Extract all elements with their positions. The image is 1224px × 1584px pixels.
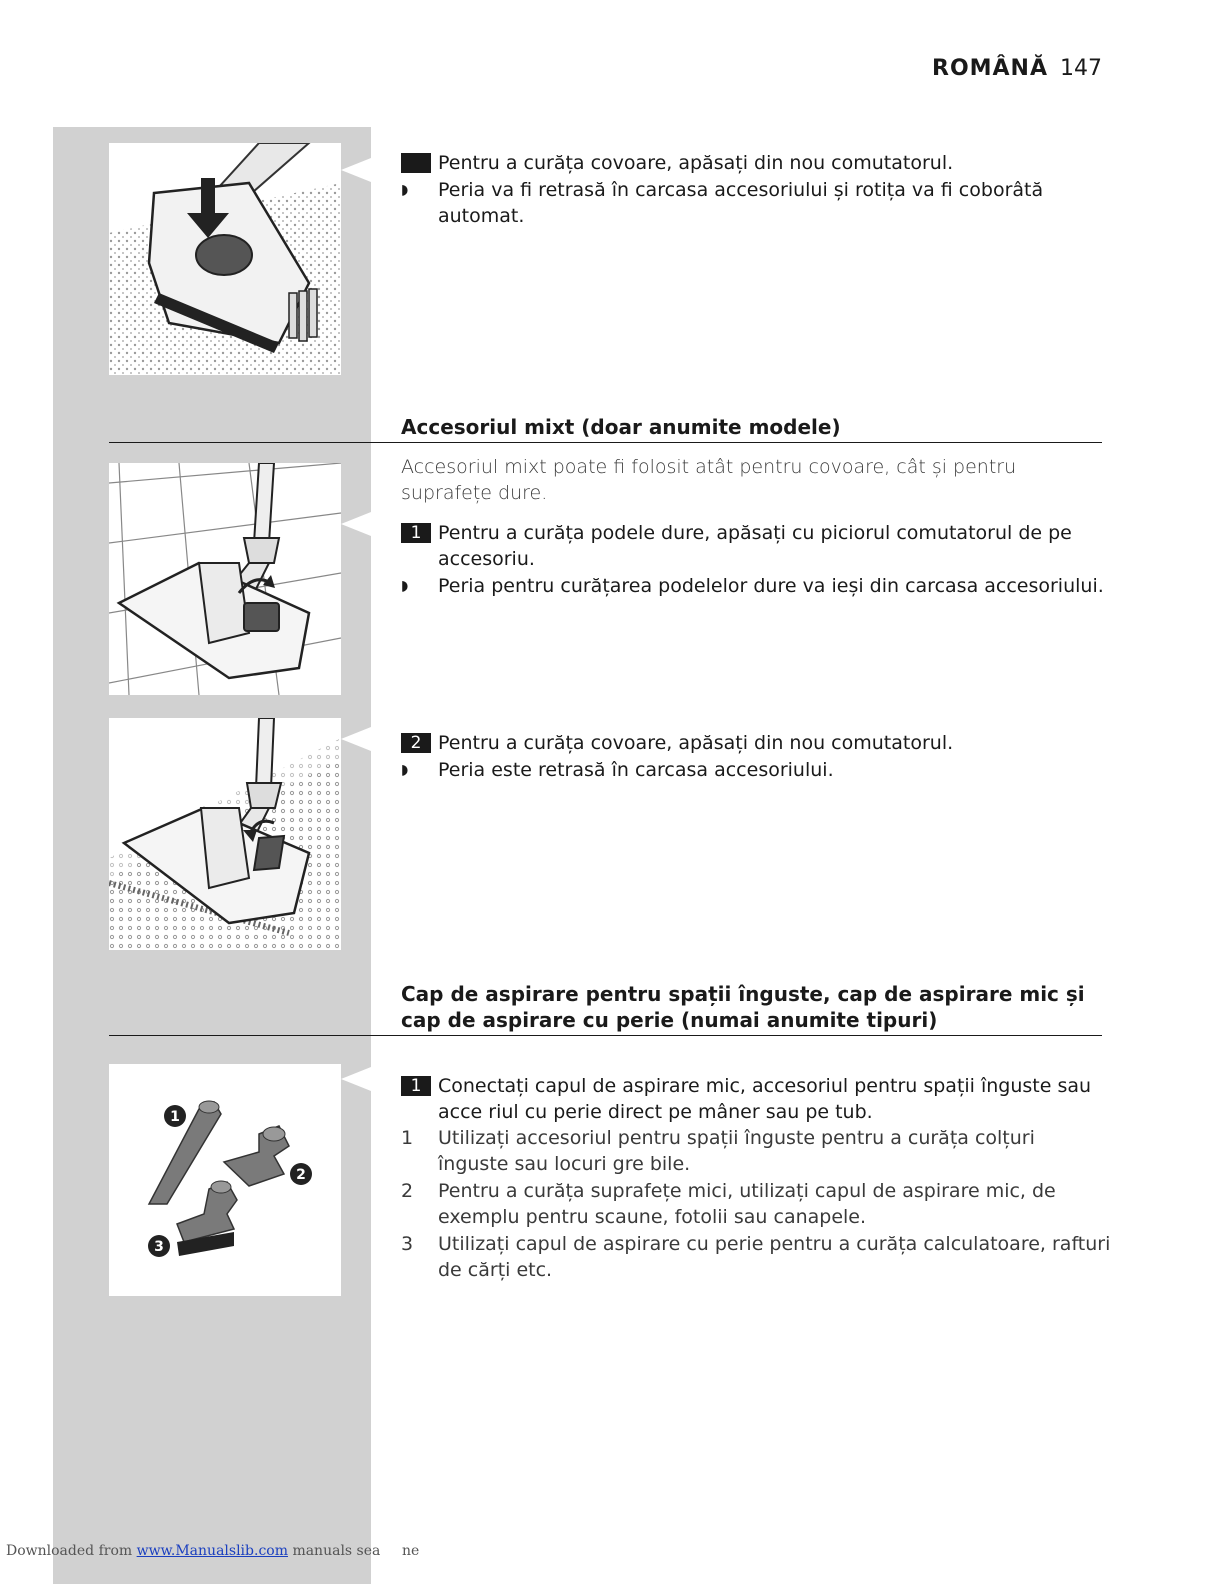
step-text: Conectați capul de aspirare mic, accesoriul pentru spații înguste sau acce riul cu perie direct pe mâner sau pe tub. — [438, 1075, 1092, 1123]
list-item — [401, 1125, 1111, 1177]
footer-suffix: manuals sea — [292, 1543, 381, 1559]
step-carpet-mode — [401, 730, 1111, 756]
step-number-badge — [401, 153, 431, 173]
step-text: Pentru a curăța covoare, apăsați din nou comutatorul. — [438, 152, 954, 174]
step-number-badge: 2 — [401, 733, 431, 753]
illustration-carpet-nozzle — [109, 143, 341, 375]
list-item-text: Pentru a curăța suprafețe mici, utilizați capul de aspirare mic, de exemplu pentru scaune, fotolii sau canapele. — [438, 1180, 1056, 1228]
page-number: 147 — [1060, 56, 1102, 81]
nozzle-press-drawing — [109, 143, 341, 375]
step-text: Pentru a curăța podele dure, apăsați cu piciorul comutatorul de pe accesoriu. — [438, 522, 1072, 570]
footer-tail: ne — [402, 1543, 420, 1559]
result-hard-floor — [401, 573, 1111, 599]
language-label: ROMÂNĂ — [932, 56, 1048, 81]
result-text: Peria pentru curățarea podelelor dure va ieși din carcasa accesoriului. — [438, 575, 1104, 597]
list-item-text: Utilizați capul de aspirare cu perie pentru a curăța calculatoare, rafturi de cărți etc. — [438, 1233, 1111, 1281]
step-number-badge: 1 — [401, 1076, 431, 1096]
hard-floor-drawing — [109, 463, 341, 695]
step-attach-accessory — [401, 1073, 1111, 1125]
pointer-arrow — [341, 512, 371, 536]
carpet-mode-drawing — [109, 718, 341, 950]
result-carpet-mode — [401, 757, 1111, 783]
pointer-arrow — [341, 158, 371, 182]
step-number-badge: 1 — [401, 523, 431, 543]
list-item-number: 3 — [401, 1233, 414, 1255]
manualslib-link[interactable]: www.Manualslib.com — [136, 1543, 288, 1559]
page-header — [932, 56, 1102, 81]
pointer-arrow — [341, 1067, 371, 1091]
step-carpet — [401, 150, 1111, 176]
illustration-carpet-mode — [109, 718, 341, 950]
result-text: Peria este retrasă în carcasa accesoriului. — [438, 759, 834, 781]
section-heading-mixed-nozzle: Accesoriul mixt (doar anumite modele) — [401, 415, 841, 439]
list-item-number: 2 — [401, 1180, 414, 1202]
step-hard-floor — [401, 520, 1111, 572]
pointer-arrow — [341, 727, 371, 751]
callout-3: 3 — [154, 1239, 164, 1255]
list-item-text: Utilizați accesoriul pentru spații înguste pentru a curăța colțuri înguste sau locuri gre bile. — [438, 1127, 1035, 1175]
callout-2: 2 — [296, 1167, 306, 1183]
accessories-drawing — [109, 1064, 341, 1296]
download-footer — [6, 1543, 420, 1559]
footer-prefix: Downloaded from — [6, 1543, 133, 1559]
list-item — [401, 1178, 1111, 1230]
result-carpet — [401, 177, 1111, 229]
section-heading-small-nozzles: Cap de aspirare pentru spații înguste, cap de aspirare mic și cap de aspirare cu perie (numai anumite tipuri) — [401, 982, 1085, 1032]
bullet-icon: ◗ — [401, 182, 409, 198]
illustration-accessories — [109, 1064, 341, 1296]
section-divider — [109, 1035, 1102, 1036]
section-divider — [109, 442, 1102, 443]
result-text: Peria va fi retrasă în carcasa accesoriului și rotița va fi coborâtă automat. — [438, 179, 1044, 227]
illustration-hard-floor — [109, 463, 341, 695]
intro-paragraph: Accesoriul mixt poate fi folosit atât pentru covoare, cât și pentru suprafețe dure. — [401, 456, 1017, 504]
callout-1: 1 — [170, 1109, 180, 1125]
bullet-icon: ◗ — [401, 578, 409, 594]
bullet-icon: ◗ — [401, 762, 409, 778]
list-item-number: 1 — [401, 1127, 414, 1149]
list-item — [401, 1231, 1111, 1283]
step-text: Pentru a curăța covoare, apăsați din nou comutatorul. — [438, 732, 954, 754]
